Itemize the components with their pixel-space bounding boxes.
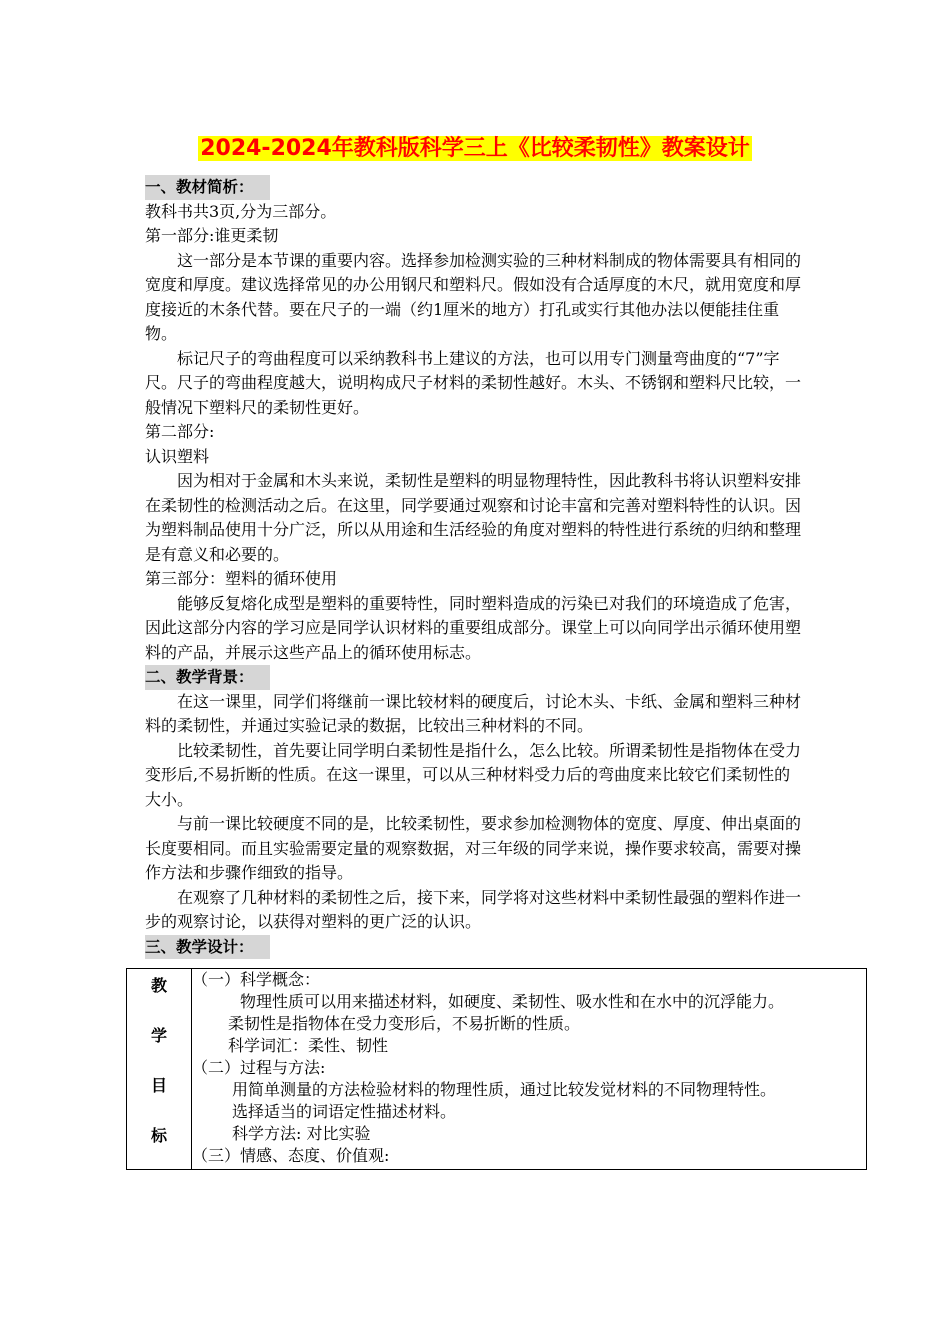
paragraph: 能够反复熔化成型是塑料的重要特性，同时塑料造成的污染已对我们的环境造成了危害，因此这部分内容的学习应是同学认识材料的重要组成部分。课堂上可以向同学出示循环使用塑料的产品，并展示这些产品上的循环使用标志。 bbox=[145, 593, 802, 662]
side-char: 学 bbox=[150, 1026, 167, 1045]
paragraph: 在观察了几种材料的柔韧性之后，接下来，同学将对这些材料中柔韧性最强的塑料作进一步的观察讨论，以获得对塑料的更广泛的认识。 bbox=[145, 887, 802, 931]
document-title-block bbox=[0, 134, 950, 164]
section-heading-analysis: 一、教材简析： bbox=[145, 175, 270, 200]
paragraph: 认识塑料 bbox=[145, 446, 210, 466]
paragraph: 第二部分: bbox=[145, 422, 215, 441]
paragraph: 与前一课比较硬度不同的是，比较柔韧性，要求参加检测物体的宽度、厚度、伸出桌面的长度要相同。而且实验需要定量的观察数据，对三年级的同学来说，操作要求较高，需要对操作方法和步骤作细致的指导。 bbox=[145, 814, 802, 882]
side-char: 目 bbox=[150, 1076, 167, 1095]
goal-heading: （一）科学概念： bbox=[192, 970, 321, 989]
goal-line: 用简单测量的方法检验材料的物理性质，通过比较发觉材料的不同物理特性。 bbox=[232, 1080, 777, 1099]
goals-side-label bbox=[127, 969, 192, 1170]
section-heading-background: 二、教学背景： bbox=[145, 665, 270, 690]
goal-line: 选择适当的词语定性描述材料。 bbox=[232, 1102, 457, 1121]
paragraph: 第一部分:谁更柔韧 bbox=[145, 226, 279, 245]
paragraph: 第三部分：塑料的循环使用 bbox=[145, 569, 338, 588]
document-body bbox=[145, 175, 805, 959]
paragraph: 教科书共3页,分为三部分。 bbox=[145, 201, 337, 221]
goal-line: 科学方法: 对比实验 bbox=[232, 1124, 371, 1143]
section-heading-design: 三、教学设计： bbox=[145, 935, 270, 960]
paragraph: 这一部分是本节课的重要内容。选择参加检测实验的三种材料制成的物体需要具有相同的宽度和厚度。建议选择常见的办公用钢尺和塑料尺。假如没有合适厚度的木尺，就用宽度和厚度接近的木条代替。要在尺子的一端（约1厘米的地方）打孔或实行其他办法以便能挂住重物。 bbox=[145, 250, 802, 343]
goal-line: 柔韧性是指物体在受力变形后，不易折断的性质。 bbox=[228, 1014, 581, 1033]
goals-content bbox=[192, 969, 867, 1170]
side-char: 标 bbox=[150, 1126, 167, 1145]
paragraph: 标记尺子的弯曲程度可以采纳教科书上建议的方法，也可以用专门测量弯曲度的“7”字尺。尺子的弯曲程度越大，说明构成尺子材料的柔韧性越好。木头、不锈钢和塑料尺比较，一般情况下塑料尺的柔韧性更好。 bbox=[145, 348, 802, 417]
paragraph: 比较柔韧性，首先要让同学明白柔韧性是指什么，怎么比较。所谓柔韧性是指物体在受力变形后,不易折断的性质。在这一课里，可以从三种材料受力后的弯曲度来比较它们柔韧性的大小。 bbox=[145, 740, 802, 809]
paragraph: 在这一课里，同学们将继前一课比较材料的硬度后，讨论木头、卡纸、金属和塑料三种材料的柔韧性，并通过实验记录的数据，比较出三种材料的不同。 bbox=[145, 691, 802, 735]
goal-line: 科学词汇：柔性、韧性 bbox=[228, 1036, 389, 1055]
document-title: 2024-2024年教科版科学三上《比较柔韧性》教案设计 bbox=[200, 136, 750, 161]
goal-line: 物理性质可以用来描述材料，如硬度、柔韧性、吸水性和在水中的沉浮能力。 bbox=[240, 992, 785, 1011]
goal-heading: （二）过程与方法: bbox=[192, 1058, 326, 1077]
teaching-goals-table bbox=[126, 968, 867, 1170]
goal-heading: （三）情感、态度、价值观: bbox=[192, 1146, 390, 1165]
paragraph: 因为相对于金属和木头来说，柔韧性是塑料的明显物理特性，因此教科书将认识塑料安排在柔韧性的检测活动之后。在这里，同学要通过观察和讨论丰富和完善对塑料特性的认识。因为塑料制品使用十分广泛，所以从用途和生活经验的角度对塑料的特性进行系统的归纳和整理是有意义和必要的。 bbox=[145, 471, 802, 564]
side-char: 教 bbox=[150, 976, 167, 995]
